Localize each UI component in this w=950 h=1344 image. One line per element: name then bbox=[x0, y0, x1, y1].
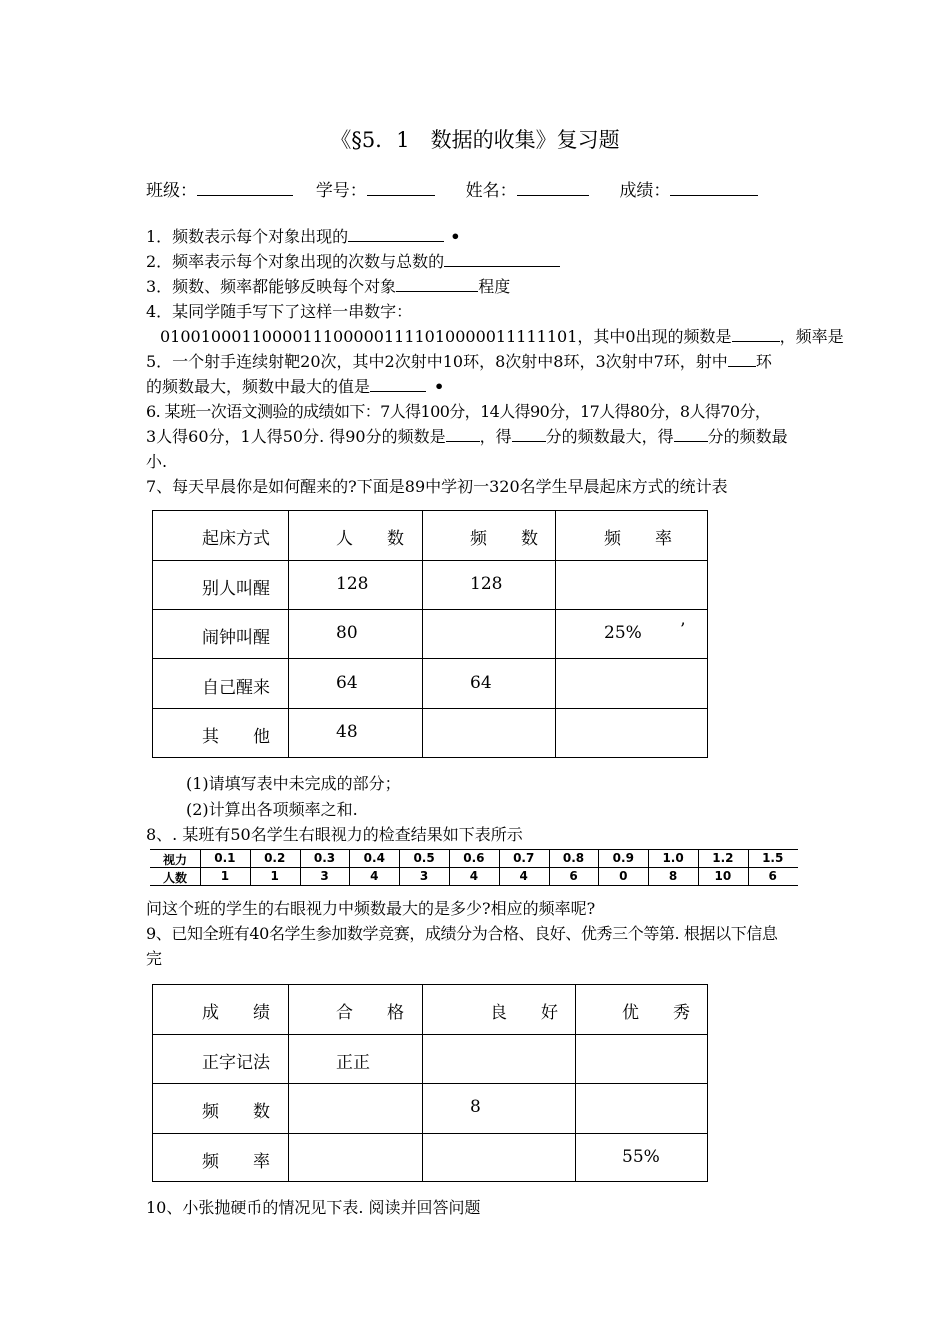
question-9-line-2: 完 bbox=[146, 949, 163, 968]
name-label: 姓名： bbox=[465, 181, 517, 201]
vision-value-cell: 0.3 bbox=[313, 851, 336, 865]
question-8-text: 8、. 某班有50名学生右眼视力的检查结果如下表所示 bbox=[146, 825, 523, 844]
table-line bbox=[152, 984, 708, 985]
table-line bbox=[152, 1181, 708, 1182]
question-6-blank-2[interactable] bbox=[512, 427, 546, 442]
question-6-text-b: ，得 bbox=[479, 427, 512, 446]
table-cell: 80 bbox=[336, 623, 358, 643]
question-5-end: • bbox=[434, 377, 445, 396]
table-header-cell: 起床方式 bbox=[202, 529, 270, 549]
table-line bbox=[152, 1133, 708, 1134]
question-1-text: 1．频数表示每个对象出现的 bbox=[146, 227, 349, 246]
table-cell: 正正 bbox=[336, 1053, 370, 1073]
table-line bbox=[152, 510, 153, 758]
grade-table bbox=[150, 982, 712, 1184]
question-6-text-c: 分的频数最大，得 bbox=[545, 427, 674, 446]
table-header-cell: 优 秀 bbox=[622, 1003, 690, 1023]
question-4-line-2 bbox=[160, 325, 844, 349]
vision-value-cell: 0.6 bbox=[463, 851, 485, 865]
count-row-label: 人数 bbox=[162, 871, 187, 885]
table-header-cell: 人 数 bbox=[336, 529, 404, 549]
question-6-blank-1[interactable] bbox=[446, 427, 480, 442]
question-3 bbox=[146, 275, 510, 299]
table-cell: 55% bbox=[622, 1147, 660, 1167]
question-4-line-1: 4．某同学随手写下了这样一串数字： bbox=[146, 302, 413, 321]
question-7-sub-1: (1)请填写表中未完成的部分； bbox=[186, 774, 401, 793]
table-header-cell: 成 绩 bbox=[202, 1003, 270, 1023]
vision-value-cell: 0.5 bbox=[413, 851, 435, 865]
table-line bbox=[152, 560, 708, 561]
table-line bbox=[152, 757, 708, 758]
question-4-tail: ，频率是 bbox=[779, 327, 844, 346]
table-cell: 正字记法 bbox=[202, 1053, 270, 1073]
question-5-blank-1[interactable] bbox=[728, 352, 756, 367]
table-cell: 频 数 bbox=[202, 1102, 270, 1122]
question-5-line-2 bbox=[146, 375, 444, 399]
table-line bbox=[707, 984, 708, 1182]
question-8-question: 问这个班的学生的右眼视力中频数最大的是多少?相应的频率呢? bbox=[146, 899, 596, 918]
vision-value-cell: 1.2 bbox=[712, 851, 734, 865]
table-header-cell: 频 数 bbox=[470, 529, 538, 549]
count-value-cell: 4 bbox=[469, 869, 479, 883]
question-5-blank-2[interactable] bbox=[370, 377, 426, 392]
table-line bbox=[422, 510, 423, 758]
table-cell: 自己醒来 bbox=[202, 678, 270, 698]
table-cell: 频 率 bbox=[202, 1152, 270, 1172]
table-cell: 64 bbox=[470, 673, 492, 693]
table-line bbox=[288, 984, 289, 1182]
table-header-cell: 频 率 bbox=[604, 529, 672, 549]
class-blank[interactable] bbox=[197, 179, 293, 196]
vision-value-cell: 0.4 bbox=[363, 851, 385, 865]
question-1 bbox=[146, 225, 460, 249]
table-line bbox=[152, 1083, 708, 1084]
wakeup-table bbox=[150, 508, 712, 760]
question-3-blank[interactable] bbox=[396, 277, 478, 292]
table-cell: 48 bbox=[336, 722, 358, 742]
question-2-blank[interactable] bbox=[444, 252, 560, 267]
vision-value-cell: 0.7 bbox=[513, 851, 535, 865]
table-cell: 25% bbox=[604, 623, 642, 643]
question-6-text-d: 分的频数最 bbox=[707, 427, 788, 446]
count-value-cell: 8 bbox=[668, 869, 678, 883]
question-6-line-1: 6. 某班一次语文测验的成绩如下：7人得100分，14人得90分，17人得80分，8人得70分， bbox=[146, 402, 771, 421]
table-header-cell: 合 格 bbox=[336, 1003, 404, 1023]
question-1-end: • bbox=[450, 227, 461, 246]
vision-value-cell: 1.0 bbox=[662, 851, 684, 865]
question-6-line-3: 小. bbox=[146, 452, 168, 471]
score-blank[interactable] bbox=[670, 179, 758, 196]
question-5-line-1 bbox=[146, 350, 772, 374]
question-5-text-a: 5．一个射手连续射靶20次，其中2次射中10环，8次射中8环，3次射中7环，射中 bbox=[146, 352, 728, 371]
table-line bbox=[150, 867, 798, 868]
table-line bbox=[150, 885, 798, 886]
count-value-cell: 1 bbox=[220, 869, 230, 883]
table-line bbox=[152, 984, 153, 1182]
question-5-text-b: 环 bbox=[755, 352, 772, 371]
table-cell: 8 bbox=[470, 1097, 481, 1117]
vision-row-label: 视力 bbox=[162, 853, 187, 867]
table-line bbox=[575, 984, 576, 1182]
vision-value-cell: 0.8 bbox=[562, 851, 585, 865]
question-10-text: 10、小张抛硬币的情况见下表. 阅读并回答问题 bbox=[146, 1198, 481, 1217]
vision-value-cell: 1.5 bbox=[762, 851, 784, 865]
count-value-cell: 1 bbox=[270, 869, 279, 883]
question-5-text-c: 的频数最大，频数中最大的值是 bbox=[146, 377, 371, 396]
table-header-cell: 良 好 bbox=[490, 1003, 558, 1023]
table-cell: 闹钟叫醒 bbox=[202, 628, 270, 648]
student-id-label: 学号： bbox=[315, 181, 367, 201]
question-1-blank[interactable] bbox=[348, 227, 444, 242]
question-4-digits: 01001000110000111000001111010000011111101，其中0出现的频数是 bbox=[160, 327, 732, 346]
page-title: 《§5．1 数据的收集》复习题 bbox=[330, 128, 620, 152]
question-7-sub-2: (2)计算出各项频率之和. bbox=[186, 800, 358, 819]
count-value-cell: 6 bbox=[768, 869, 777, 883]
table-cell: 128 bbox=[470, 574, 503, 594]
name-blank[interactable] bbox=[517, 179, 589, 196]
question-9-line-1: 9、已知全班有40名学生参加数学竞赛，成绩分为合格、良好、优秀三个等第. 根据以下信息 bbox=[146, 924, 778, 943]
question-6-blank-3[interactable] bbox=[674, 427, 708, 442]
vision-value-cell: 0.9 bbox=[612, 851, 634, 865]
table-cell: 其 他 bbox=[202, 727, 270, 747]
stray-mark: ’ bbox=[680, 620, 686, 640]
question-3-text: 3．频数、频率都能够反映每个对象 bbox=[146, 277, 397, 296]
count-value-cell: 0 bbox=[619, 869, 628, 883]
table-line bbox=[152, 658, 708, 659]
class-label: 班级： bbox=[146, 181, 197, 201]
table-cell: 128 bbox=[336, 574, 369, 594]
count-value-cell: 4 bbox=[519, 869, 528, 883]
table-line bbox=[152, 609, 708, 610]
student-id-blank[interactable] bbox=[367, 179, 435, 196]
student-info-line bbox=[146, 176, 758, 201]
table-line bbox=[152, 510, 708, 511]
table-cell: 别人叫醒 bbox=[202, 579, 270, 599]
question-4-blank[interactable] bbox=[732, 327, 780, 342]
question-2 bbox=[146, 250, 560, 274]
table-line bbox=[422, 984, 423, 1182]
question-7-text: 7、每天早晨你是如何醒来的?下面是89中学初一320名学生早晨起床方式的统计表 bbox=[146, 477, 728, 496]
score-label: 成绩： bbox=[619, 181, 671, 201]
question-6-line-2 bbox=[146, 425, 788, 449]
table-line bbox=[707, 510, 708, 758]
vision-table bbox=[150, 849, 798, 887]
table-line bbox=[555, 510, 556, 758]
question-6-text-a: 3人得60分，1人得50分. 得90分的频数是 bbox=[146, 427, 446, 446]
count-value-cell: 3 bbox=[419, 869, 429, 883]
table-line bbox=[288, 510, 289, 758]
question-3-end: 程度 bbox=[478, 277, 511, 296]
count-value-cell: 3 bbox=[320, 869, 329, 883]
table-line bbox=[152, 708, 708, 709]
table-line bbox=[152, 1034, 708, 1035]
question-2-text: 2．频率表示每个对象出现的次数与总数的 bbox=[146, 252, 445, 271]
table-line bbox=[150, 849, 798, 850]
table-cell: 64 bbox=[336, 673, 358, 693]
count-value-cell: 6 bbox=[569, 869, 578, 883]
count-value-cell: 10 bbox=[714, 869, 732, 883]
count-value-cell: 4 bbox=[370, 869, 379, 883]
vision-value-cell: 0.1 bbox=[214, 851, 236, 865]
vision-value-cell: 0.2 bbox=[264, 851, 286, 865]
